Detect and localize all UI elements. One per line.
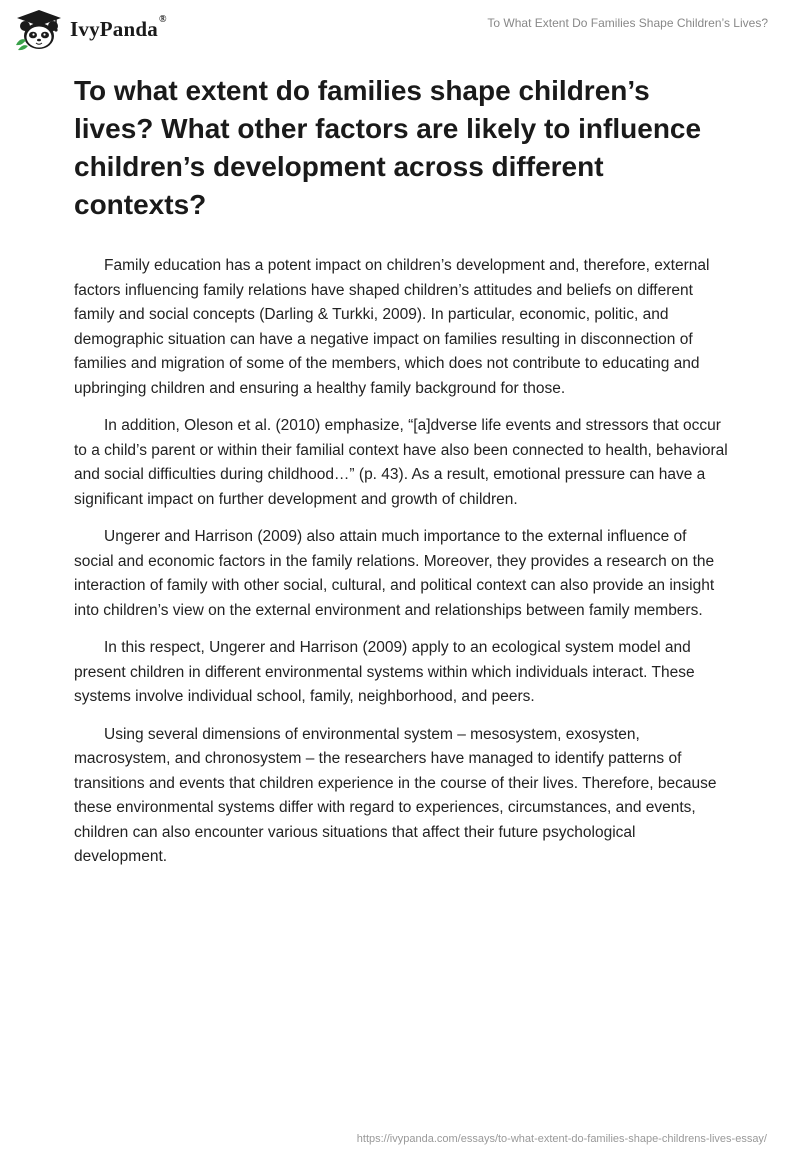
panda-graduation-cap-icon xyxy=(14,9,64,51)
header-document-title: To What Extent Do Families Shape Children’s Lives? xyxy=(487,16,768,30)
footer-url-link[interactable]: https://ivypanda.com/essays/to-what-extent-do-families-shape-childrens-lives-essay/ xyxy=(356,1133,767,1145)
article-paragraph: In this respect, Ungerer and Harrison (2009) apply to an ecological system model and present children in different environmental systems within which individuals interact. These systems involve individual school, family, neighborhood, and peers. xyxy=(74,639,695,705)
logo-text: IvyPanda® xyxy=(70,13,167,41)
article-body xyxy=(74,254,730,883)
article-paragraph: Using several dimensions of environmental system – mesosystem, exosysten, macrosystem, and chronosystem – the researchers have managed to identify patterns of transitions and events that children experience in the course of their lives. Therefore, because these environmental systems differ with regard to experiences, circumstances, and events, children can also encounter various situations that affect their future psychological development. xyxy=(74,725,717,865)
registered-mark: ® xyxy=(158,13,167,25)
article-paragraph: In addition, Oleson et al. (2010) emphasize, “[a]dverse life events and stressors that occur to a child’s parent or within their familial context have also been connected to health, behavioral and social difficulties during childhood…” (p. 43). As a result, emotional pressure can have a significant impact on further development and growth of children. xyxy=(74,417,728,508)
page-header xyxy=(0,0,800,60)
article-paragraph: Family education has a potent impact on children’s development and, therefore, external factors influencing family relations have shaped children’s attitudes and beliefs on different family and social concepts (Darling & Turkki, 2009). In particular, economic, politic, and demographic situation can have a negative impact on families resulting in disconnection of families and migration of some of the members, which does not contribute to educating and upbringing children and ensuring a healthy family background for those. xyxy=(74,257,710,397)
ivypanda-logo[interactable] xyxy=(14,9,167,51)
article-paragraph: Ungerer and Harrison (2009) also attain much importance to the external influence of social and economic factors in the family relations. Moreover, they provides a research on the interaction of family with other social, cultural, and political context can also provide an insight into children’s view on the external environment and relationships between family members. xyxy=(74,528,715,619)
page-title: To what extent do families shape children’s lives? What other factors are likely to influence children’s development across different contexts? xyxy=(74,75,702,220)
